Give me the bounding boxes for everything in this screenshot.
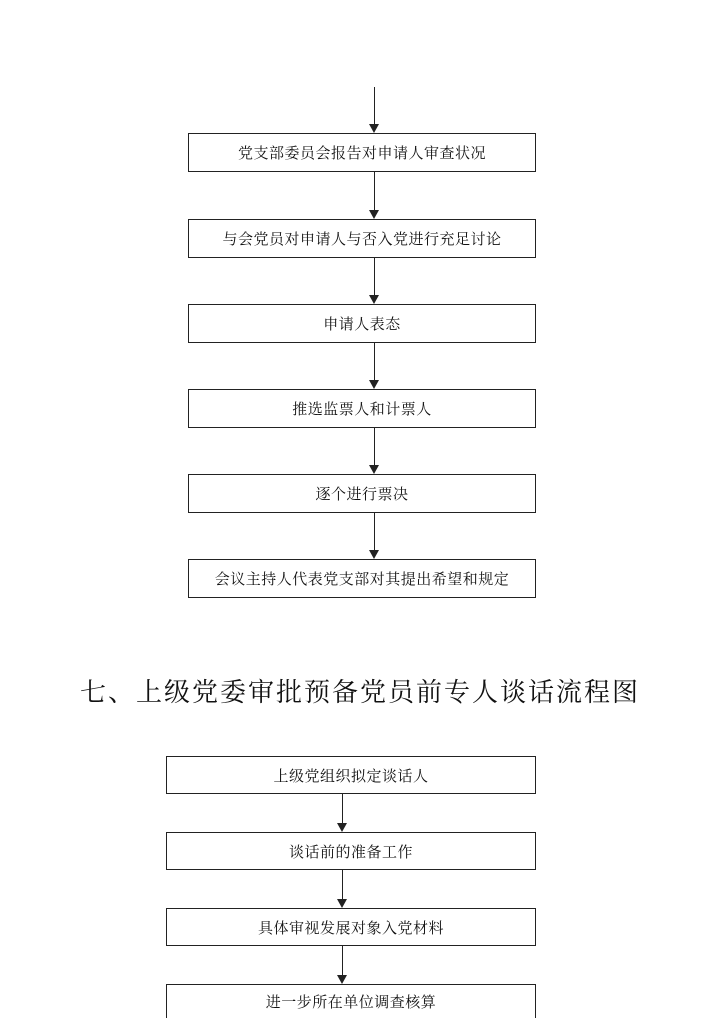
flow-arrow — [335, 870, 349, 908]
flow-arrow — [335, 794, 349, 832]
flow-arrow — [367, 513, 381, 559]
flow-arrow — [367, 343, 381, 389]
flow1-step-1: 党支部委员会报告对申请人审查状况 — [188, 133, 536, 172]
flow2-step-1: 上级党组织拟定谈话人 — [166, 756, 536, 794]
flow2-step-4: 进一步所在单位调查核算 — [166, 984, 536, 1018]
flow1-step-3: 申请人表态 — [188, 304, 536, 343]
flow-arrow — [367, 87, 381, 133]
flow1-step-6: 会议主持人代表党支部对其提出希望和规定 — [188, 559, 536, 598]
flow1-step-5: 逐个进行票决 — [188, 474, 536, 513]
flow1-step-4: 推选监票人和计票人 — [188, 389, 536, 428]
flow-arrow — [367, 172, 381, 219]
flow-arrow — [367, 258, 381, 304]
flow-arrow — [335, 946, 349, 984]
flow2-step-2: 谈话前的准备工作 — [166, 832, 536, 870]
flow1-step-2: 与会党员对申请人与否入党进行充足讨论 — [188, 219, 536, 258]
section-heading: 七、上级党委审批预备党员前专人谈话流程图 — [79, 678, 640, 708]
flow2-step-3: 具体审视发展对象入党材料 — [166, 908, 536, 946]
flow-arrow — [367, 428, 381, 474]
